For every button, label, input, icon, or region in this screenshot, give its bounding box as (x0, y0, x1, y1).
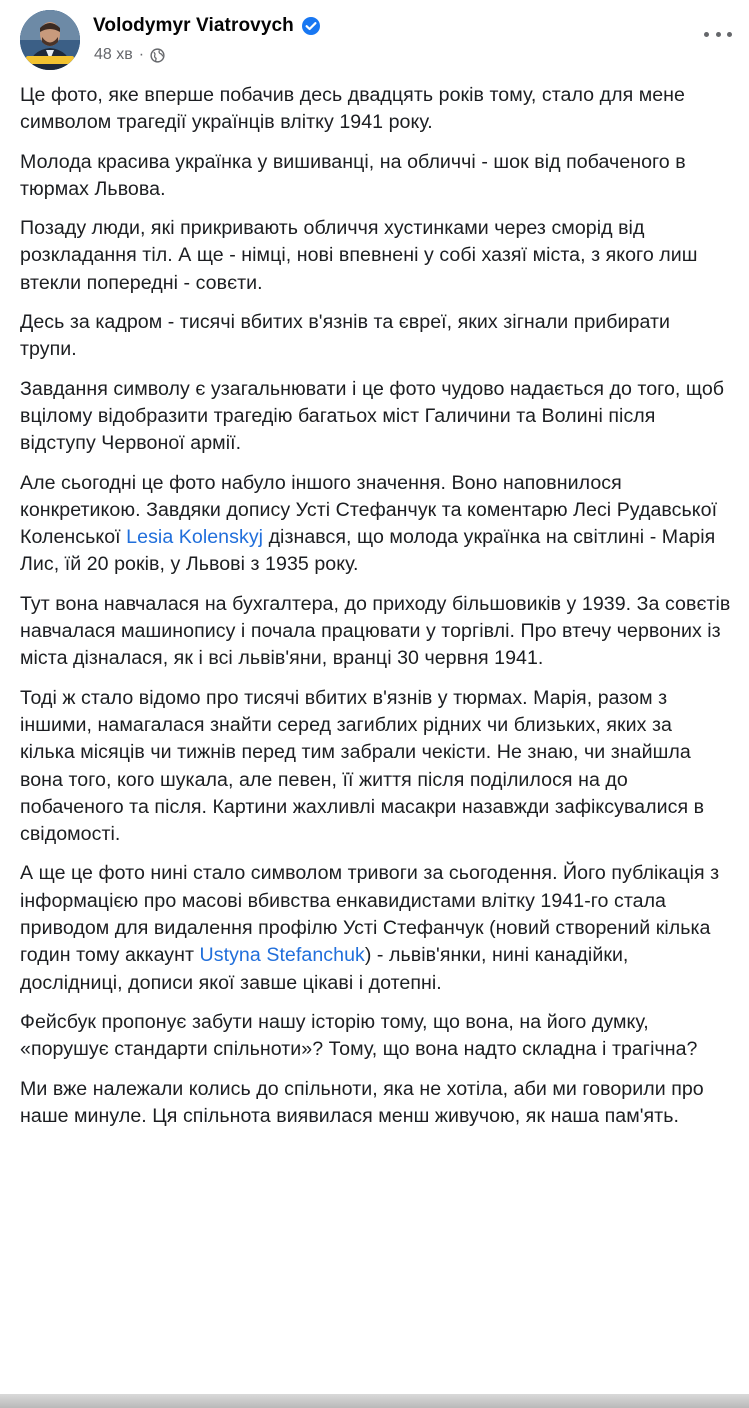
post-paragraph: Завдання символу є узагальнювати і це фото чудово надається до того, щоб вцілому відобразити трагедію багатьох міст Галичини та Волині після відступу Червоної армії. (20, 377, 725, 455)
paragraph-text: ) - львів'янки, нині канадійки, дослідниці, дописи якої завше цікаві і дотепні. (20, 944, 629, 994)
dot-icon (704, 32, 709, 37)
attached-photo-edge (0, 1394, 749, 1408)
mention-link-lesia-kolenskyj[interactable]: Lesia Kolenskyj (126, 526, 264, 549)
author-row (93, 13, 321, 39)
paragraph-text: дізнався, що молода українка на світлині - Марія Лис, їй 20 років, у Львові з 1935 року. (20, 526, 716, 576)
post-meta (94, 44, 165, 66)
post-paragraph (20, 860, 732, 996)
dot-icon (727, 32, 732, 37)
post-paragraph: Десь за кадром - тисячі вбитих в'язнів та євреї, яких зігнали прибирати трупи. (20, 311, 671, 361)
post-paragraph: Позаду люди, які прикривають обличчя хустинками через сморід від розкладання тіл. А ще - німці, нові впевнені у собі хазяї міста, з якого лиш втекли попередні - совєти. (20, 217, 698, 294)
globe-icon[interactable] (150, 48, 165, 63)
post-paragraph: Тоді ж стало відомо про тисячі вбитих в'язнів у тюрмах. Марія, разом з іншими, намагалася знайти серед загиблих рідних чи близьких, яких за кілька місяців чи тижнів перед тим забрали чекісти. Не знаю, чи знайшла вона того, кого шукала, але певен, її життя після поділилося на до побаченого та після. Картини жахливлі масакри назавжди зафіксувалися в свідомості. (20, 686, 705, 846)
meta-separator: · (138, 46, 145, 63)
post-paragraph (20, 470, 732, 579)
post-paragraph: Тут вона навчалася на бухгалтера, до приходу більшовиків у 1939. За совєтів навчалася машинопису і почала працювати у торгівлі. Про втечу червоних із міста дізналася, як і всі львів'яни, вранці 30 червня 1941. (20, 592, 731, 670)
post-body (20, 82, 732, 1142)
author-name[interactable]: Volodymyr Viatrovych (93, 15, 294, 36)
paragraph-text: А ще це фото нині стало символом тривоги за сьогодення. Його публікація з інформацією про масові вбивства енкавидистами влітку 1941-го стала приводом для видалення профілю Усті Стефанчук (новий створений кілька годин тому аккаунт (20, 862, 720, 967)
mention-link-ustyna-stefanchuk[interactable]: Ustyna Stefanchuk (199, 944, 365, 967)
post-paragraph: Ми вже належали колись до спільноти, яка не хотіла, аби ми говорили про наше минуле. Ця спільнота виявилася менш живучою, як наша пам'ять. (20, 1077, 704, 1127)
post-paragraph: Фейсбук пропонує забути нашу історію тому, що вона, на його думку, «порушує стандарти спільноти»? Тому, що вона надто складна і трагічна? (20, 1010, 698, 1061)
post-paragraph: Це фото, яке вперше побачив десь двадцять років тому, стало для мене символом трагедії українців влітку 1941 року. (20, 84, 686, 134)
post-timestamp[interactable]: 48 хв (94, 46, 133, 63)
avatar-photo-icon (20, 10, 80, 70)
post-header (20, 10, 732, 70)
post-paragraph: Молода красива українка у вишиванці, на обличчі - шок від побаченого в тюрмах Львова. (20, 150, 686, 200)
verified-badge-icon (301, 16, 321, 36)
dot-icon (716, 32, 721, 37)
avatar[interactable] (20, 10, 80, 70)
more-options-button[interactable] (704, 24, 732, 44)
paragraph-text: Але сьогодні це фото набуло іншого значення. Воно наповнилося конкретикою. Завдяки допису Усті Стефанчук та коментарю Лесі Рудавської Коленської (20, 471, 718, 549)
